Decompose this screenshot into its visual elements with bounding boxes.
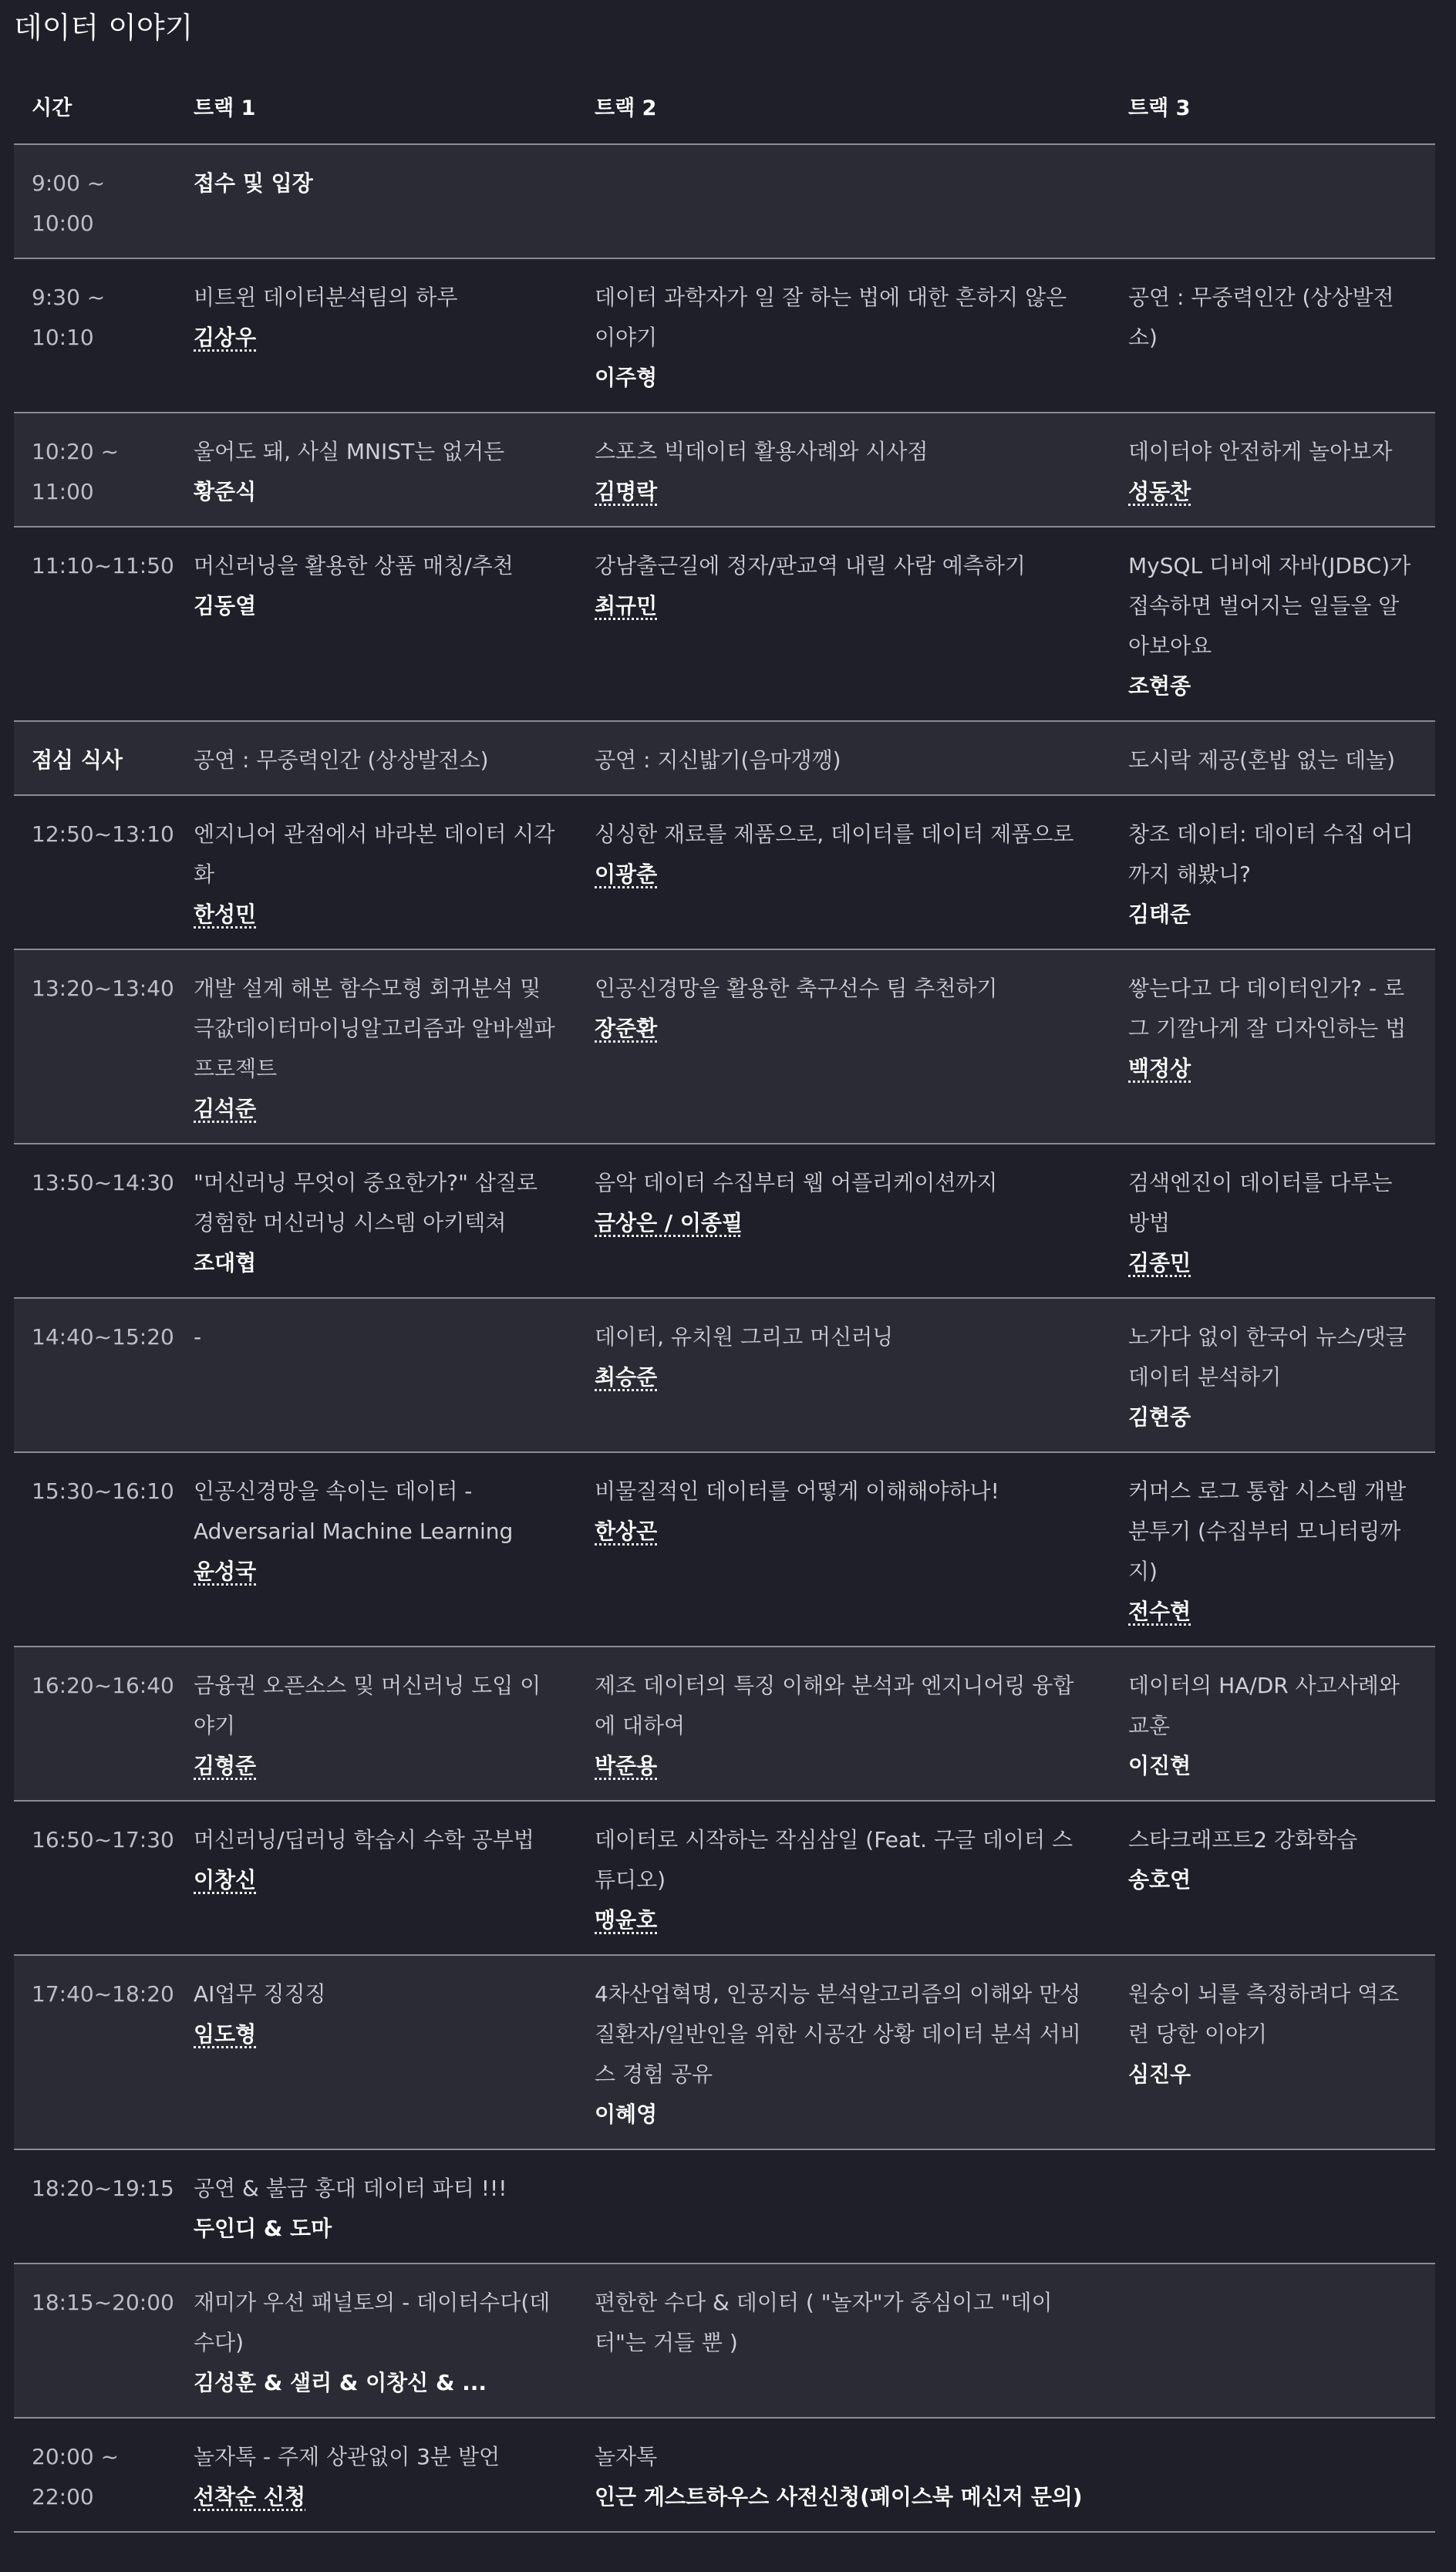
session-title: 접수 및 입장 — [194, 170, 313, 196]
track-2-cell — [577, 1452, 1111, 1647]
track-2-cell — [577, 1298, 1111, 1452]
session-title: 제조 데이터의 특징 이해와 분석과 엔지니어링 융합에 대하여 — [595, 1673, 1074, 1738]
table-row — [14, 1298, 1435, 1452]
table-row — [14, 2418, 1435, 2532]
track-2-cell — [577, 721, 1111, 795]
track-1-cell — [176, 2418, 577, 2532]
session-title: 데이터의 HA/DR 사고사례와 교훈 — [1128, 1673, 1400, 1738]
track-3-cell — [1111, 1647, 1435, 1801]
time-cell: 10:20 ~ 11:00 — [14, 413, 176, 527]
track-3-cell — [1111, 527, 1435, 721]
session-title: 머신러닝을 활용한 상품 매칭/추천 — [194, 553, 514, 578]
session-title: 창조 데이터: 데이터 수집 어디까지 해봤니? — [1128, 821, 1414, 887]
track-2-cell — [577, 2418, 1111, 2532]
speaker-link[interactable]: 장준환 — [595, 1016, 658, 1041]
session-title: - — [194, 1324, 202, 1350]
session-title: 공연 & 불금 홍대 데이터 파티 !!! — [194, 2176, 507, 2201]
track-1-cell — [176, 1452, 577, 1647]
header-row — [14, 68, 1435, 144]
speaker-name: 김동열 — [194, 593, 257, 619]
session-title: 4차산업혁명, 인공지능 분석알고리즘의 이해와 만성질환자/일반인을 위한 시공간 상황 데이터 분석 서비스 경험 공유 — [595, 1981, 1081, 2087]
track-3-cell — [1111, 795, 1435, 949]
speaker-name: 조현종 — [1128, 673, 1191, 699]
table-row — [14, 2264, 1435, 2418]
session-title: 공연 : 무중력인간 (상상발전소) — [194, 747, 489, 773]
track-1-cell — [176, 1144, 577, 1298]
header-track-2: 트랙 2 — [577, 68, 1111, 144]
schedule-body — [14, 144, 1435, 2532]
header-time: 시간 — [14, 68, 176, 144]
speaker-name: 김현중 — [1128, 1404, 1191, 1430]
session-title: 머신러닝/딥러닝 학습시 수학 공부법 — [194, 1827, 534, 1852]
track-3-cell — [1111, 721, 1435, 795]
session-title: 인공신경망을 속이는 데이터 - Adversarial Machine Learning — [194, 1478, 514, 1544]
speaker-link[interactable]: 윤성국 — [194, 1559, 257, 1584]
session-title: 데이터야 안전하게 놀아보자 — [1128, 439, 1393, 464]
track-2-cell — [577, 258, 1111, 413]
table-row — [14, 1452, 1435, 1647]
session-title: 인공신경망을 활용한 축구선수 팀 추천하기 — [595, 976, 998, 1001]
session-title: 도시락 제공(혼밥 없는 데놀) — [1128, 747, 1396, 773]
track-1-cell — [176, 949, 577, 1144]
session-title: 편한한 수다 & 데이터 ( "놀자"가 중심이고 "데이터"는 거들 뿐 ) — [595, 2290, 1053, 2355]
header-track-1: 트랙 1 — [176, 68, 577, 144]
track-2-cell — [577, 1144, 1111, 1298]
speaker-link[interactable]: 선착순 신청 — [194, 2484, 305, 2510]
table-row — [14, 1647, 1435, 1801]
time-cell: 12:50~13:10 — [14, 795, 176, 949]
speaker-name: 인근 게스트하우스 사전신청(페이스북 메신저 문의) — [595, 2484, 1083, 2510]
speaker-link[interactable]: 금상은 / 이종필 — [595, 1210, 743, 1235]
session-title: 놀자톡 — [595, 2444, 658, 2469]
session-title: 울어도 돼, 사실 MNIST는 없거든 — [194, 439, 505, 464]
session-title: 쌓는다고 다 데이터인가? - 로그 기깔나게 잘 디자인하는 법 — [1128, 976, 1407, 1041]
session-title: 비물질적인 데이터를 어떻게 이해해야하나! — [595, 1478, 999, 1504]
track-2-cell — [577, 1647, 1111, 1801]
track-2-cell — [577, 144, 1111, 258]
track-3-cell — [1111, 258, 1435, 413]
session-title: 엔지니어 관점에서 바라본 데이터 시각화 — [194, 821, 555, 887]
time-cell: 11:10~11:50 — [14, 527, 176, 721]
speaker-link[interactable]: 김형준 — [194, 1753, 257, 1778]
table-row — [14, 795, 1435, 949]
session-title: 데이터로 시작하는 작심삼일 (Feat. 구글 데이터 스튜디오) — [595, 1827, 1073, 1893]
speaker-link[interactable]: 이광춘 — [595, 861, 658, 887]
track-1-cell — [176, 527, 577, 721]
session-title: 검색엔진이 데이터를 다루는 방법 — [1128, 1170, 1393, 1235]
time-cell: 9:00 ~ 10:00 — [14, 144, 176, 258]
speaker-name: 두인디 & 도마 — [194, 2216, 332, 2241]
session-title: 노가다 없이 한국어 뉴스/댓글 데이터 분석하기 — [1128, 1324, 1407, 1390]
speaker-link[interactable]: 한성민 — [194, 902, 257, 927]
track-3-cell — [1111, 144, 1435, 258]
track-1-cell — [176, 1801, 577, 1955]
track-3-cell — [1111, 413, 1435, 527]
speaker-name: 김태준 — [1128, 902, 1191, 927]
track-1-cell — [176, 2264, 577, 2418]
track-3-cell — [1111, 1298, 1435, 1452]
time-cell: 15:30~16:10 — [14, 1452, 176, 1647]
speaker-link[interactable]: 김상우 — [194, 325, 257, 350]
schedule-table — [14, 68, 1435, 2533]
header-track-3: 트랙 3 — [1111, 68, 1435, 144]
table-row — [14, 413, 1435, 527]
session-title: 개발 설계 해본 함수모형 회귀분석 및 극값데이터마이닝알고리즘과 알바셀파 프로젝트 — [194, 976, 555, 1081]
track-3-cell — [1111, 2418, 1435, 2532]
speaker-link[interactable]: 박준용 — [595, 1753, 658, 1778]
speaker-name: 조대협 — [194, 1250, 257, 1276]
table-row — [14, 1144, 1435, 1298]
table-row — [14, 2149, 1435, 2264]
session-title: 강남출근길에 정자/판교역 내릴 사람 예측하기 — [595, 553, 1026, 578]
time-cell: 9:30 ~ 10:10 — [14, 258, 176, 413]
track-2-cell — [577, 413, 1111, 527]
track-2-cell — [577, 2264, 1111, 2418]
session-title: 비트윈 데이터분석팀의 하루 — [194, 285, 458, 310]
track-3-cell — [1111, 1955, 1435, 2149]
speaker-link[interactable]: 김석준 — [194, 1096, 257, 1121]
track-2-cell — [577, 2149, 1111, 2264]
speaker-name: 송호연 — [1128, 1867, 1191, 1893]
session-title: "머신러닝 무엇이 중요한가?" 삽질로 경험한 머신러닝 시스템 아키텍쳐 — [194, 1170, 538, 1235]
speaker-link[interactable]: 맹윤호 — [595, 1907, 658, 1933]
speaker-link[interactable]: 한상곤 — [595, 1519, 658, 1544]
track-2-cell — [577, 949, 1111, 1144]
table-row — [14, 949, 1435, 1144]
table-row — [14, 258, 1435, 413]
speaker-name: 이혜영 — [595, 2102, 658, 2127]
time-cell: 점심 식사 — [14, 721, 176, 795]
time-cell: 16:50~17:30 — [14, 1801, 176, 1955]
session-title: 놀자톡 - 주제 상관없이 3분 발언 — [194, 2444, 500, 2469]
speaker-name: 이주형 — [595, 365, 658, 390]
track-1-cell — [176, 258, 577, 413]
speaker-link[interactable]: 성동찬 — [1128, 479, 1191, 504]
table-row — [14, 144, 1435, 258]
table-row — [14, 1955, 1435, 2149]
track-1-cell — [176, 1955, 577, 2149]
time-cell: 18:15~20:00 — [14, 2264, 176, 2418]
track-1-cell — [176, 413, 577, 527]
track-3-cell — [1111, 1452, 1435, 1647]
session-title: 공연 : 무중력인간 (상상발전소) — [1128, 285, 1394, 350]
table-row — [14, 1801, 1435, 1955]
session-title: 커머스 로그 통합 시스템 개발 분투기 (수집부터 모니터링까지) — [1128, 1478, 1407, 1584]
speaker-name: 황준식 — [194, 479, 257, 504]
time-cell: 17:40~18:20 — [14, 1955, 176, 2149]
time-cell: 13:50~14:30 — [14, 1144, 176, 1298]
session-title: 재미가 우선 패널토의 - 데이터수다(데수다) — [194, 2290, 551, 2355]
track-3-cell — [1111, 949, 1435, 1144]
page-title: 데이터 이야기 — [14, 11, 194, 45]
session-title: 스포츠 빅데이터 활용사례와 시사점 — [595, 439, 929, 464]
speaker-name: 김성훈 & 샐리 & 이창신 & ... — [194, 2370, 487, 2395]
track-1-cell — [176, 795, 577, 949]
speaker-link[interactable]: 백정상 — [1128, 1056, 1191, 1081]
speaker-name: 심진우 — [1128, 2061, 1191, 2087]
track-1-cell — [176, 1298, 577, 1452]
track-1-cell — [176, 1647, 577, 1801]
table-row — [14, 527, 1435, 721]
session-title: 공연 : 지신밟기(음마갱깽) — [595, 747, 841, 773]
session-title: 데이터 과학자가 일 잘 하는 법에 대한 흔하지 않은 이야기 — [595, 285, 1067, 350]
time-cell: 16:20~16:40 — [14, 1647, 176, 1801]
track-3-cell — [1111, 1801, 1435, 1955]
speaker-name: 이진현 — [1128, 1753, 1191, 1778]
session-title: 금융권 오픈소스 및 머신러닝 도입 이야기 — [194, 1673, 541, 1738]
session-title: 싱싱한 재료를 제품으로, 데이터를 데이터 제품으로 — [595, 821, 1074, 847]
track-3-cell — [1111, 2149, 1435, 2264]
speaker-link[interactable]: 최승준 — [595, 1364, 658, 1390]
session-title: 데이터, 유치원 그리고 머신러닝 — [595, 1324, 894, 1350]
track-1-cell — [176, 2149, 577, 2264]
table-row — [14, 721, 1435, 795]
time-cell: 14:40~15:20 — [14, 1298, 176, 1452]
speaker-link[interactable]: 전수현 — [1128, 1599, 1191, 1624]
time-cell: 13:20~13:40 — [14, 949, 176, 1144]
session-title: MySQL 디비에 자바(JDBC)가 접속하면 벌어지는 일들을 알아보아요 — [1128, 553, 1411, 659]
track-2-cell — [577, 527, 1111, 721]
track-2-cell — [577, 1955, 1111, 2149]
speaker-link[interactable]: 임도형 — [194, 2021, 257, 2047]
speaker-link[interactable]: 김종민 — [1128, 1250, 1191, 1276]
speaker-link[interactable]: 최규민 — [595, 593, 658, 619]
speaker-link[interactable]: 김명락 — [595, 479, 658, 504]
time-cell: 20:00 ~ 22:00 — [14, 2418, 176, 2532]
track-3-cell — [1111, 1144, 1435, 1298]
session-title: 음악 데이터 수집부터 웹 어플리케이션까지 — [595, 1170, 998, 1195]
track-3-cell — [1111, 2264, 1435, 2418]
track-2-cell — [577, 795, 1111, 949]
speaker-link[interactable]: 이창신 — [194, 1867, 257, 1893]
track-1-cell — [176, 144, 577, 258]
session-title: AI업무 징징징 — [194, 1981, 326, 2007]
session-title: 원숭이 뇌를 측정하려다 역조련 당한 이야기 — [1128, 1981, 1400, 2047]
track-2-cell — [577, 1801, 1111, 1955]
time-cell: 18:20~19:15 — [14, 2149, 176, 2264]
session-title: 스타크래프트2 강화학습 — [1128, 1827, 1358, 1852]
track-1-cell — [176, 721, 577, 795]
